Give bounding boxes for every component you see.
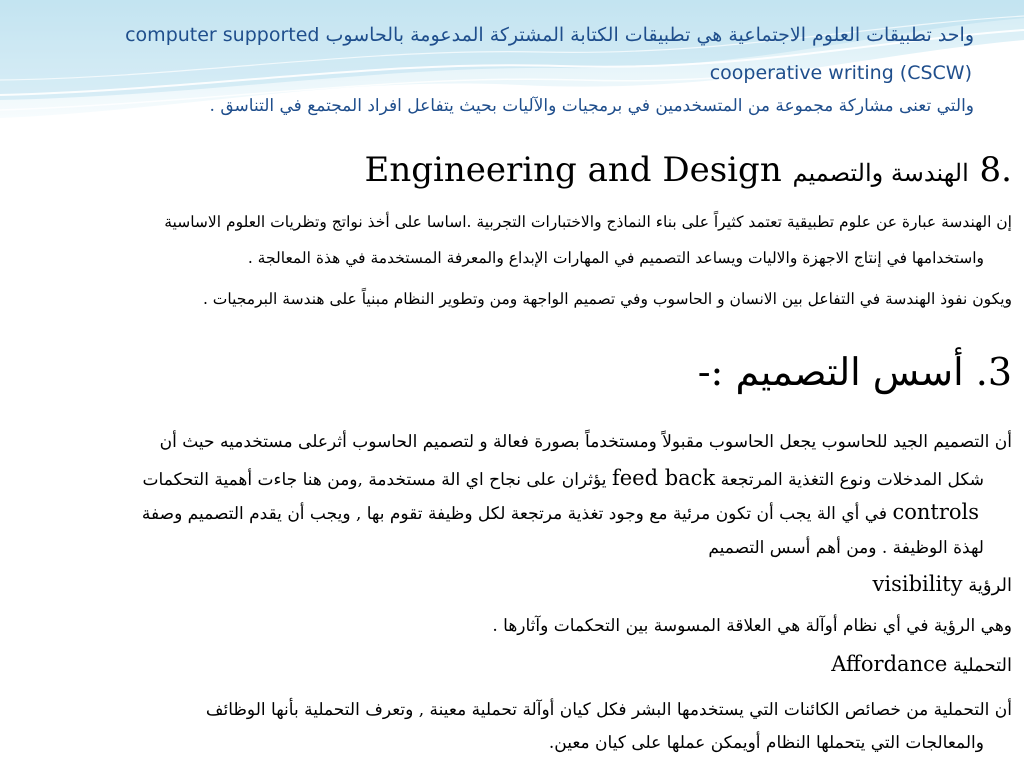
affordance-heading-arabic: التحملية (953, 655, 1012, 676)
section-3-line-1: أن التصميم الجيد للحاسوب يجعل الحاسوب مقبولاً ومستخدماً بصورة فعالة و لتصميم الحاسوب أثرعلى مستخدميه حيث أن (159, 432, 1012, 452)
visibility-description: وهي الرؤية في أي نظام أوآلة هي العلاقة المسوسة بين التحكمات وآثارها . (492, 616, 1012, 636)
section-3-line-2-part-b: يؤثران على نجاح اي الة مستخدمة ,ومن هنا جاءت أهمية التحكمات (142, 470, 607, 490)
feed-back-term: feed back (611, 466, 716, 490)
section-3-line-2 (143, 466, 984, 490)
affordance-heading (831, 652, 1012, 676)
section-8-title-english: Engineering and Design (364, 150, 782, 190)
section-8-title-arabic: الهندسة والتصميم (792, 159, 969, 187)
visibility-heading (873, 572, 1012, 596)
header-line-1-arabic: واحد تطبيقات العلوم الاجتماعية هي تطبيقات الكتابة المشتركة المدعومة بالحاسوب (325, 24, 974, 46)
section-8-title (365, 150, 1012, 190)
affordance-description-line-2: والمعالجات التي يتحملها النظام أويمكن عملها على كيان معين. (548, 733, 984, 753)
header-line-1-english: computer supported (125, 24, 320, 46)
header-line-2-english: cooperative writing (CSCW) (709, 62, 972, 84)
section-8-paragraph-1-line-1: إن الهندسة عبارة عن علوم تطبيقية تعتمد كثيراً على بناء النماذج والاختبارات التجربية .اساسا على أخذ نواتج وتظريات العلوم الاساسية (164, 213, 1012, 231)
section-3-title: 3. أسس التصميم :- (697, 350, 1012, 394)
visibility-heading-english: visibility (872, 572, 963, 596)
section-8-number: 8. (979, 150, 1012, 190)
controls-term: controls (892, 500, 979, 524)
section-3-line-3-part-b: في أي الة يجب أن تكون مرئية مع وجود تغذية مرتجعة لكل وظيفة تقوم بها , ويجب أن يقدم التصميم وصفة (141, 504, 888, 524)
section-8-paragraph-2: ويكون نفوذ الهندسة في التفاعل بين الانسان و الحاسوب وفي تصميم الواجهة ومن وتطوير النظام مبنياً على هندسة البرمجيات . (202, 290, 1012, 308)
header-line-1 (125, 24, 974, 46)
affordance-heading-english: Affordance (831, 652, 948, 676)
section-3-line-4: لهذة الوظيفة . ومن أهم أسس التصميم (708, 538, 984, 558)
header-line-2 (710, 62, 972, 84)
header-line-3: والتي تعنى مشاركة مجموعة من المتسخدمين في برمجيات والآليات بحيث يتفاعل افراد المجتمع في التناسق . (209, 96, 974, 116)
affordance-description-line-1: أن التحملية من خصائص الكائنات التي يستخدمها البشر فكل كيان أوآلة تحملية معينة , وتعرف التحملية بأنها الوظائف (205, 700, 1012, 720)
section-3-line-2-part-a: شكل المدخلات ونوع التغذية المرتجعة (720, 470, 984, 490)
section-3-line-3 (142, 500, 979, 524)
section-8-paragraph-1-line-2: واستخدامها في إنتاج الاجهزة والاليات ويساعد التصميم في المهارات الإبداع والمعرفة المستخدمة في هذة المعالجة . (247, 249, 984, 267)
visibility-heading-arabic: الرؤية (968, 575, 1012, 596)
